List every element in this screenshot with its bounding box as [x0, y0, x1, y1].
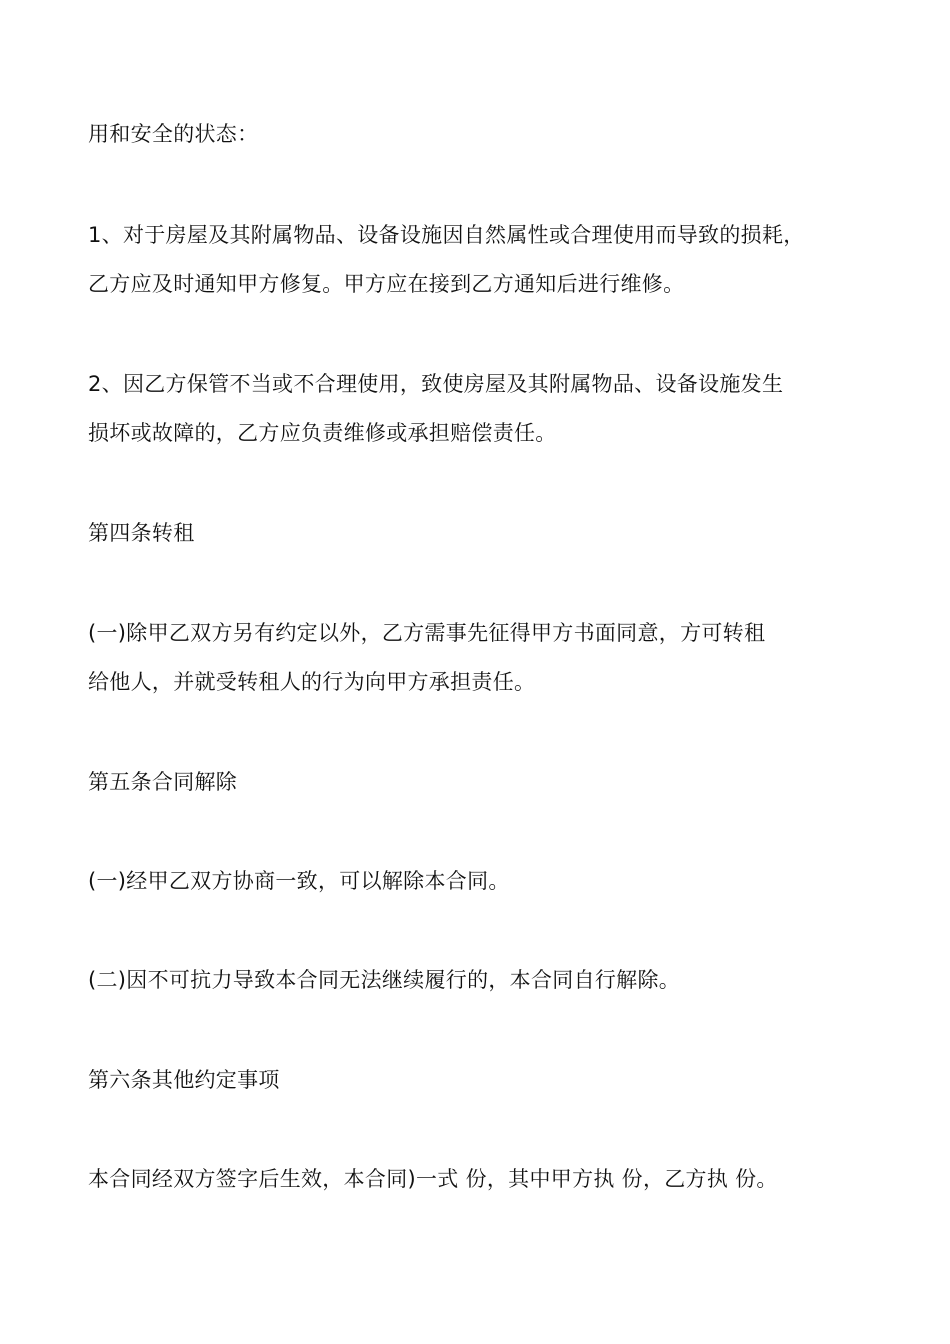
text-line: 第五条合同解除 [88, 770, 238, 794]
text-line: 损坏或故障的，乙方应负责维修或承担赔偿责任。 [88, 421, 557, 445]
article-4-item-1 [88, 609, 878, 707]
text-line: (一)除甲乙双方另有约定以外，乙方需事先征得甲方书面同意，方可转租 [88, 621, 766, 645]
text-line: 给他人，并就受转租人的行为向甲方承担责任。 [88, 670, 536, 694]
article-5-item-1 [88, 857, 878, 906]
clause-item-2 [88, 360, 878, 458]
article-5-item-2 [88, 956, 878, 1005]
text-line: 第四条转租 [88, 521, 195, 545]
text-line: 第六条其他约定事项 [88, 1068, 280, 1092]
text-line: (二)因不可抗力导致本合同无法继续履行的，本合同自行解除。 [88, 968, 681, 992]
text-line: (一)经甲乙双方协商一致，可以解除本合同。 [88, 869, 510, 893]
text-line: 1、对于房屋及其附属物品、设备设施因自然属性或合理使用而导致的损耗， [88, 223, 805, 247]
article-6-body [88, 1155, 878, 1204]
text-line: 本合同经双方签字后生效，本合同)一式 份，其中甲方执 份，乙方执 份。 [88, 1167, 778, 1191]
article-6-heading [88, 1056, 878, 1105]
text-line: 用和安全的状态： [88, 122, 259, 146]
paragraph-usage-state [88, 110, 878, 159]
clause-item-1 [88, 211, 878, 309]
article-5-heading [88, 758, 878, 807]
text-line: 乙方应及时通知甲方修复。甲方应在接到乙方通知后进行维修。 [88, 272, 685, 296]
article-4-heading [88, 509, 878, 558]
text-line: 2、因乙方保管不当或不合理使用，致使房屋及其附属物品、设备设施发生 [88, 372, 784, 396]
